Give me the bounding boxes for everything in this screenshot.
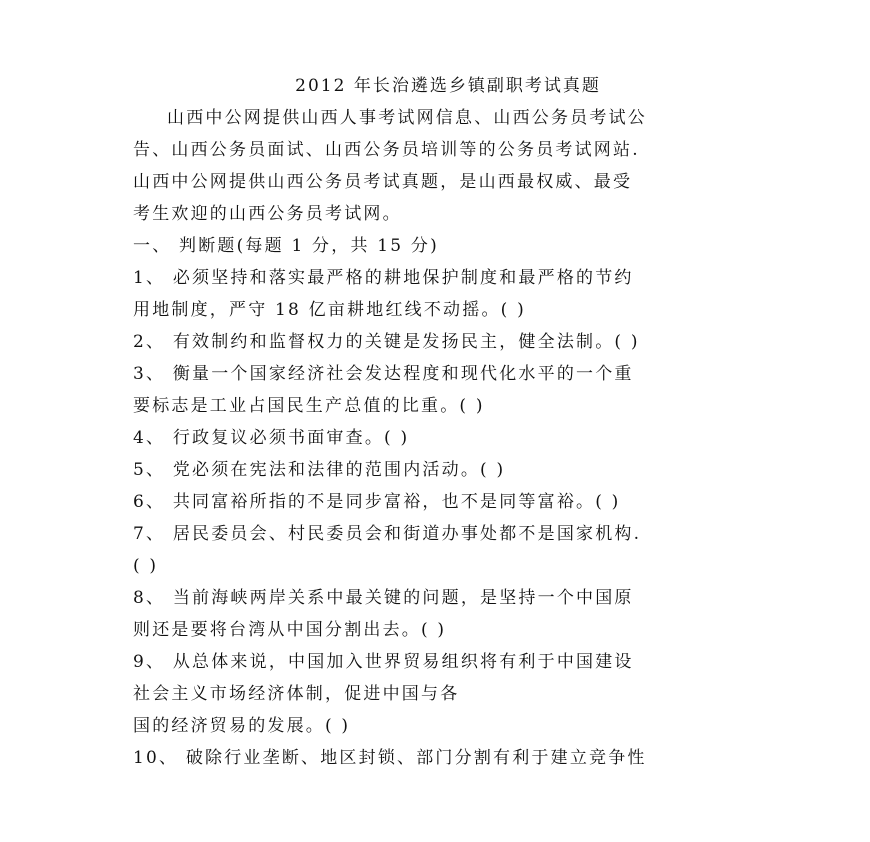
question-line: ( )	[133, 556, 159, 576]
intro-line: 山西中公网提供山西人事考试网信息、山西公务员考试公	[167, 108, 647, 128]
question-line: 则还是要将台湾从中国分割出去。( )	[133, 620, 447, 640]
document-body	[133, 70, 753, 774]
document-title: 2012 年长治遴选乡镇副职考试真题	[295, 76, 601, 96]
intro-line: 告、山西公务员面试、山西公务员培训等的公务员考试网站.	[133, 140, 640, 160]
section-heading: 一、 判断题(每题 1 分，共 15 分)	[133, 236, 439, 256]
question-line: 1、 必须坚持和落实最严格的耕地保护制度和最严格的节约	[133, 268, 634, 288]
intro-line: 考生欢迎的山西公务员考试网。	[133, 204, 402, 224]
question-line: 要标志是工业占国民生产总值的比重。( )	[133, 396, 485, 416]
question-line: 7、 居民委员会、村民委员会和街道办事处都不是国家机构.	[133, 524, 642, 544]
question-line: 2、 有效制约和监督权力的关键是发扬民主，健全法制。( )	[133, 332, 640, 352]
question-line: 6、 共同富裕所指的不是同步富裕，也不是同等富裕。( )	[133, 492, 621, 512]
question-line: 用地制度，严守 18 亿亩耕地红线不动摇。( )	[133, 300, 526, 320]
question-line: 社会主义市场经济体制，促进中国与各	[133, 684, 460, 704]
question-line: 4、 行政复议必须书面审查。( )	[133, 428, 410, 448]
question-line: 8、 当前海峡两岸关系中最关键的问题，是坚持一个中国原	[133, 588, 634, 608]
question-line: 3、 衡量一个国家经济社会发达程度和现代化水平的一个重	[133, 364, 634, 384]
intro-line: 山西中公网提供山西公务员考试真题，是山西最权威、最受	[133, 172, 633, 192]
question-line: 国的经济贸易的发展。( )	[133, 716, 351, 736]
question-line: 9、 从总体来说，中国加入世界贸易组织将有利于中国建设	[133, 652, 634, 672]
question-line: 10、 破除行业垄断、地区封锁、部门分割有利于建立竞争性	[133, 748, 647, 768]
question-line: 5、 党必须在宪法和法律的范围内活动。( )	[133, 460, 506, 480]
